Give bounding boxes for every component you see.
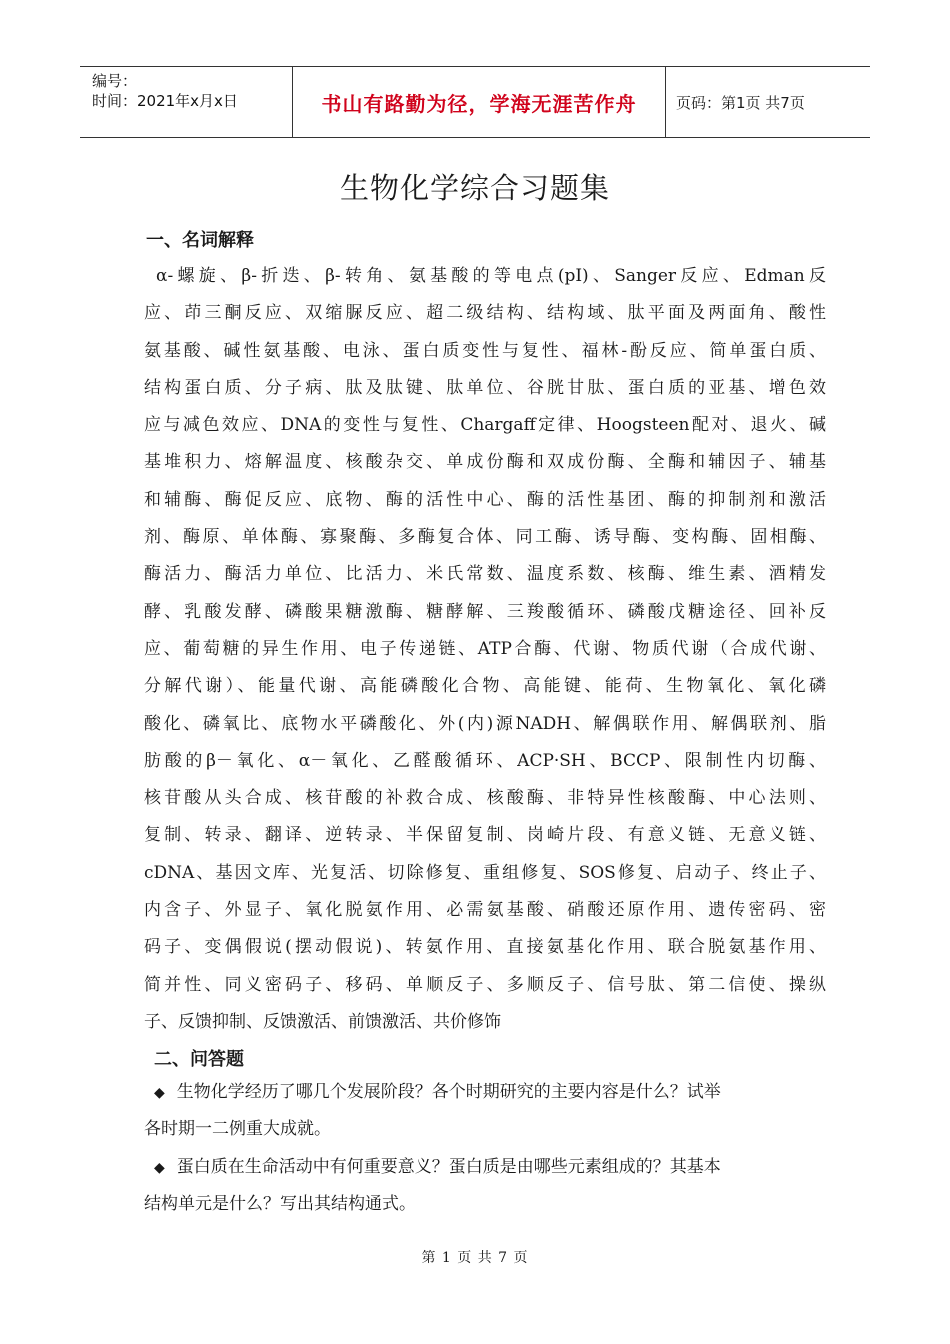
term-line: 简并性、同义密码子、移码、单顺反子、多顺反子、信号肽、第二信使、操纵	[144, 974, 826, 995]
term-line: 应与减色效应、DNA的变性与复性、Chargaff定律、Hoogsteen配对、退火、碱	[144, 415, 826, 436]
term-line: 酶活力、酶活力单位、比活力、米氏常数、温度系数、核酶、维生素、酒精发	[144, 564, 826, 585]
term-line: 结构蛋白质、分子病、肽及肽键、肽单位、谷胱甘肽、蛋白质的亚基、增色效	[144, 377, 826, 398]
question-line: 结构单元是什么？写出其结构通式。	[144, 1194, 416, 1214]
diamond-bullet-icon: ◆	[154, 1085, 165, 1101]
page-label: 页码：第1页 共7页	[676, 93, 805, 112]
header-left-cell	[80, 67, 292, 137]
term-line: 基堆积力、熔解温度、核酸杂交、单成份酶和双成份酶、全酶和辅因子、辅基	[144, 452, 826, 473]
question-line	[144, 1074, 826, 1111]
term-line: 子、反馈抑制、反馈激活、前馈激活、共价修饰	[144, 1011, 501, 1032]
terms-paragraph	[144, 258, 826, 1041]
time-label: 时间：2021年x月x日	[92, 92, 238, 110]
term-line: α-螺旋、β-折迭、β-转角、氨基酸的等电点(pI)、Sanger反应、Edman反	[156, 266, 826, 286]
question-text: 生物化学经历了哪几个发展阶段？各个时期研究的主要内容是什么？试举	[176, 1082, 721, 1102]
section2-heading: 二、问答题	[154, 1049, 244, 1070]
term-line: 内含子、外显子、氧化脱氨作用、必需氨基酸、硝酸还原作用、遗传密码、密	[144, 900, 826, 921]
question-item	[144, 1149, 826, 1222]
question-line	[144, 1149, 826, 1186]
number-label: 编号：	[92, 72, 138, 90]
document-title: 生物化学综合习题集	[339, 171, 610, 205]
term-line: 酸化、磷氧比、底物水平磷酸化、外(内)源NADH、解偶联作用、解偶联剂、脂	[144, 713, 826, 734]
term-line: 酵、乳酸发酵、磷酸果糖激酶、糖酵解、三羧酸循环、磷酸戊糖途径、回补反	[144, 601, 826, 622]
page-footer: 第 1 页 共 7 页	[421, 1250, 529, 1266]
header-motto-cell	[292, 67, 666, 137]
header-table	[80, 66, 870, 138]
term-line: 和辅酶、酶促反应、底物、酶的活性中心、酶的活性基团、酶的抑制剂和激活	[144, 489, 826, 510]
term-line: 氨基酸、碱性氨基酸、电泳、蛋白质变性与复性、福林-酚反应、简单蛋白质、	[144, 340, 826, 361]
motto: 书山有路勤为径，学海无涯苦作舟	[321, 91, 637, 116]
diamond-bullet-icon: ◆	[154, 1160, 165, 1176]
question-text: 蛋白质在生命活动中有何重要意义？蛋白质是由哪些元素组成的？其基本	[176, 1157, 721, 1177]
term-line: 复制、转录、翻译、逆转录、半保留复制、岗崎片段、有意义链、无意义链、	[144, 825, 826, 846]
term-line: 分解代谢）、能量代谢、高能磷酸化合物、高能键、能荷、生物氧化、氧化磷	[144, 676, 826, 697]
header-page-cell	[666, 67, 870, 137]
term-line: 应、茚三酮反应、双缩脲反应、超二级结构、结构域、肽平面及两面角、酸性	[144, 303, 826, 324]
term-line: 码子、变偶假说(摆动假说)、转氨作用、直接氨基化作用、联合脱氨基作用、	[144, 937, 826, 958]
term-line: cDNA、基因文库、光复活、切除修复、重组修复、SOS修复、启动子、终止子、	[144, 862, 826, 883]
term-line: 应、葡萄糖的异生作用、电子传递链、ATP合酶、代谢、物质代谢（合成代谢、	[144, 638, 826, 659]
question-line: 各时期一二例重大成就。	[144, 1119, 331, 1139]
question-item	[144, 1074, 826, 1147]
section1-heading: 一、名词解释	[146, 230, 254, 251]
term-line: 剂、酶原、单体酶、寡聚酶、多酶复合体、同工酶、诱导酶、变构酶、固相酶、	[144, 527, 826, 548]
term-line: 肪酸的β－氧化、α－氧化、乙醛酸循环、ACP·SH、BCCP、限制性内切酶、	[144, 750, 826, 771]
term-line: 核苷酸从头合成、核苷酸的补救合成、核酸酶、非特异性核酸酶、中心法则、	[144, 788, 826, 809]
